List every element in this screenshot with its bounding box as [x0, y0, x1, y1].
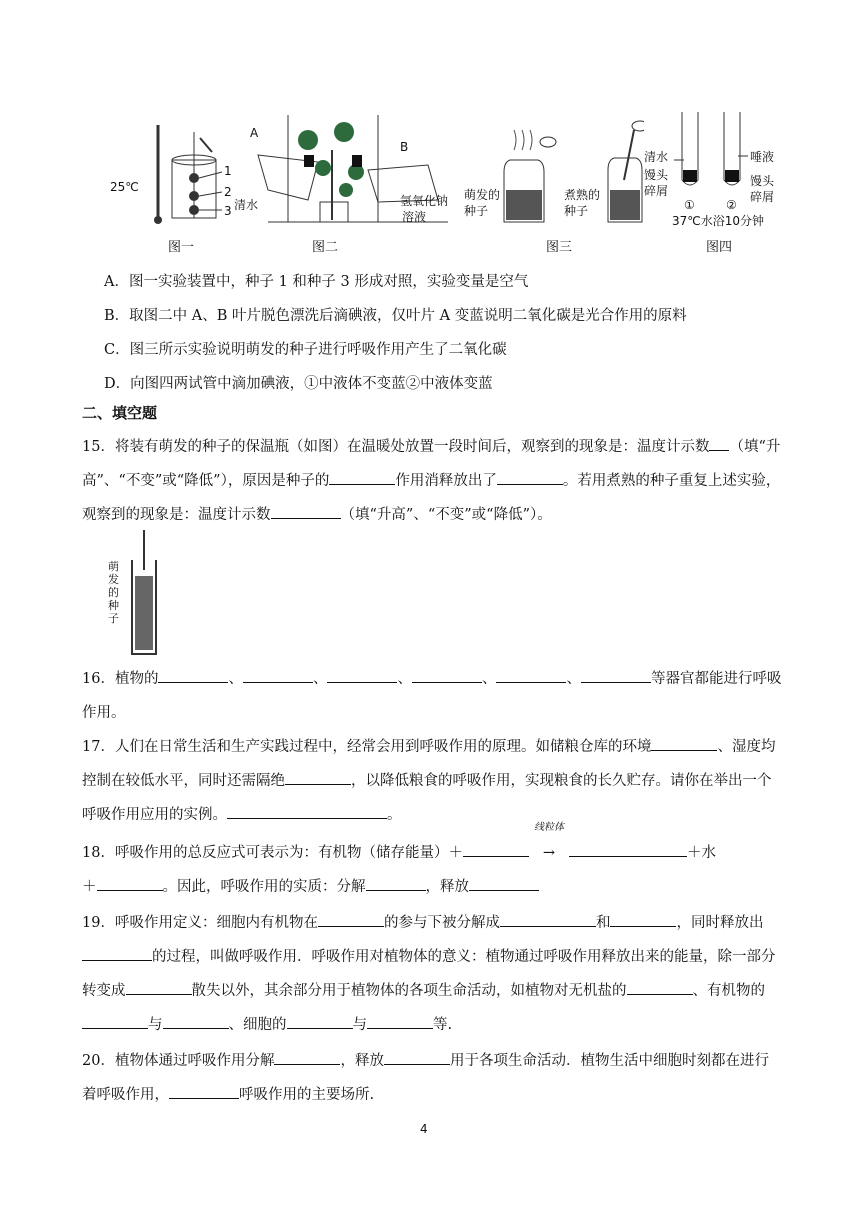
q15-text-4: 。若用煮熟的种子重复上述实验，观察到的现象是：温度计示数 [82, 473, 781, 523]
q19-blank-8[interactable] [163, 1012, 229, 1029]
fig2-right-label-1: 氢氧化钠 [400, 194, 449, 208]
q16-text-2: 等器官都能进行呼吸作用。 [82, 671, 782, 721]
q18-arrow-label: 线粒体 [533, 822, 564, 833]
q19-text-2: 的参与下被分解成 [383, 915, 500, 931]
fig4-tube-1: ① [684, 198, 695, 212]
q16-blank-1[interactable] [158, 666, 228, 683]
q16-blank-4[interactable] [412, 666, 482, 683]
q20-text-1: 20．植物体通过呼吸作用分解 [82, 1053, 275, 1069]
fig1-caption: 图一 [168, 240, 195, 255]
q15-blank-2[interactable] [329, 468, 395, 485]
q17-blank-3[interactable] [227, 802, 387, 819]
fig3-right-label-2: 种子 [564, 204, 589, 218]
q20-blank-1[interactable] [274, 1048, 340, 1065]
q17-blank-2[interactable] [285, 768, 351, 785]
fig3-right-label-1: 煮熟的 [564, 188, 601, 202]
q19-blank-10[interactable] [367, 1012, 433, 1029]
q18-text-4: 。因此，呼吸作用的实质：分解 [162, 879, 366, 895]
fig3-left-label-1: 萌发的 [464, 188, 501, 202]
q18-blank-2[interactable] [569, 840, 687, 857]
fig4-caption: 图四 [706, 240, 733, 255]
figure-3 [464, 110, 644, 260]
q15-text-1: 15．将装有萌发的种子的保温瓶（如图）在温暖处放置一段时间后，观察到的现象是：温度计示数 [82, 439, 710, 455]
q16-blank-2[interactable] [243, 666, 313, 683]
fig3-left-label-2: 种子 [464, 204, 489, 218]
q17-text-2: 、湿度均控制在较低水平，同时还需隔绝 [82, 739, 776, 789]
q15-blank-4[interactable] [271, 502, 341, 519]
q19-text-7: 、有机物的 [692, 983, 765, 999]
q20-text-4: 呼吸作用的主要场所. [239, 1087, 375, 1103]
q15-blank-3[interactable] [497, 468, 563, 485]
q18-arrow [529, 822, 569, 870]
q19-text-1: 19．呼吸作用定义：细胞内有机物在 [82, 915, 318, 931]
figure-1-drawing [110, 110, 240, 230]
q19-blank-6[interactable] [627, 978, 693, 995]
fig4-right-l2: 馒头 [750, 174, 775, 188]
q19-blank-9[interactable] [287, 1012, 353, 1029]
q16-sep: 、 [566, 671, 581, 687]
fig2-label-b: B [400, 140, 409, 154]
figure-2 [228, 110, 468, 260]
option-a: A．图一实验装置中，种子 1 和种子 3 形成对照，实验变量是空气 [104, 274, 529, 290]
figures-row [100, 110, 790, 260]
q15-blank-1[interactable] [709, 434, 729, 451]
q17-blank-1[interactable] [651, 734, 717, 751]
q18-blank-3[interactable] [97, 874, 163, 891]
q18-text-3: ＋ [82, 879, 97, 895]
thermos-figure [104, 530, 164, 660]
question-15 [82, 430, 782, 532]
q19-text-4: ，同时释放出 [676, 915, 764, 931]
fig3-caption: 图三 [546, 240, 573, 255]
q17-text-1: 17．人们在日常生活和生产实践过程中，经常会用到呼吸作用的原理。如储粮仓库的环境 [82, 739, 652, 755]
figure-1 [110, 110, 240, 260]
q19-blank-1[interactable] [318, 910, 384, 927]
q16-sep: 、 [481, 671, 497, 687]
q19-text-6: 散失以外，其余部分用于植物体的各项生命活动，如植物对无机盐的 [191, 983, 627, 999]
q19-text-9: 、细胞的 [228, 1017, 287, 1033]
fig4-left-l1: 清水 [644, 150, 669, 164]
thermos-label: 萌发的种子 [108, 560, 119, 625]
figure-2-drawing [228, 110, 468, 230]
fig1-label-2: 2 [224, 185, 232, 199]
question-18 [82, 822, 782, 904]
q19-blank-4[interactable] [82, 944, 152, 961]
q16-sep: 、 [397, 671, 412, 687]
fig2-caption: 图二 [312, 240, 339, 255]
q19-text-11: 等. [433, 1017, 453, 1033]
q19-text-10: 与 [352, 1017, 367, 1033]
option-b: B．取图二中 A、B 叶片脱色漂洗后滴碘液，仅叶片 A 变蓝说明二氧化碳是光合作用的原料 [104, 308, 687, 324]
q18-text-1: 18．呼吸作用的总反应式可表示为：有机物（储存能量）＋ [82, 845, 463, 861]
question-16 [82, 662, 782, 730]
q18-text-5: ，释放 [425, 879, 469, 895]
fig4-right-l3: 碎屑 [750, 190, 775, 204]
page-number: 4 [420, 1122, 428, 1136]
fig1-label-1: 1 [224, 164, 232, 178]
q16-blank-3[interactable] [327, 666, 397, 683]
question-19 [82, 906, 782, 1042]
fig4-tube-2: ② [726, 198, 737, 212]
fig4-bath: 37℃水浴10分钟 [672, 214, 765, 228]
fig1-temp: 25℃ [110, 180, 139, 194]
fig2-label-a: A [250, 126, 259, 140]
fig4-left-l3: 碎屑 [644, 184, 669, 198]
q20-blank-2[interactable] [384, 1048, 450, 1065]
q19-text-8: 与 [148, 1017, 163, 1033]
figure-4 [644, 110, 790, 260]
fig2-left-label: 清水 [234, 198, 259, 212]
q19-text-5: 的过程，叫做呼吸作用．呼吸作用对植物体的意义：植物通过呼吸作用释放出来的能量，除一部分转变成 [82, 949, 776, 999]
q18-blank-4[interactable] [366, 874, 426, 891]
q16-sep: 、 [228, 671, 243, 687]
fig4-right-l1: 唾液 [750, 150, 775, 164]
q18-blank-5[interactable] [469, 874, 539, 891]
q15-text-5: （填“升高”、“不变”或“降低”）。 [340, 507, 552, 523]
q20-text-3: 用于各项生命活动．植物生活中细胞时刻都在进行着呼吸作用， [82, 1053, 769, 1103]
q20-text-2: ，释放 [340, 1053, 384, 1069]
q20-blank-3[interactable] [169, 1082, 239, 1099]
q17-text-3: ，以降低粮食的呼吸作用，实现粮食的长久贮存。请你在举出一个呼吸作用应用的实例。 [82, 773, 772, 823]
q19-text-3: 和 [595, 915, 611, 931]
option-c: C．图三所示实验说明萌发的种子进行呼吸作用产生了二氧化碳 [104, 342, 507, 358]
q16-text-1: 16．植物的 [82, 671, 159, 687]
fig4-left-l2: 馒头 [644, 168, 669, 182]
q18-blank-1[interactable] [463, 840, 529, 857]
question-20 [82, 1044, 782, 1112]
q16-blank-6[interactable] [581, 666, 651, 683]
q15-text-3: 作用消释放出了 [395, 473, 497, 489]
option-d: D．向图四两试管中滴加碘液，①中液体不变蓝②中液体变蓝 [104, 376, 493, 392]
q15-text-2: （填“升高”、“不变”或“降低”），原因是种子的 [82, 439, 781, 489]
q19-blank-3[interactable] [610, 910, 676, 927]
fig1-label-3: 3 [224, 204, 232, 218]
section-title: 二、填空题 [82, 404, 158, 422]
q17-text-4: 。 [387, 807, 402, 823]
q19-blank-5[interactable] [126, 978, 192, 995]
q16-blank-5[interactable] [496, 666, 566, 683]
q16-sep: 、 [312, 671, 328, 687]
question-17 [82, 730, 782, 832]
q18-arrow-symbol: → [542, 845, 556, 861]
fig2-right-label-2: 溶液 [402, 210, 427, 224]
q18-text-2: ＋水 [686, 845, 716, 861]
q19-blank-7[interactable] [82, 1012, 148, 1029]
figure-3-drawing [464, 110, 644, 230]
q19-blank-2[interactable] [500, 910, 596, 927]
